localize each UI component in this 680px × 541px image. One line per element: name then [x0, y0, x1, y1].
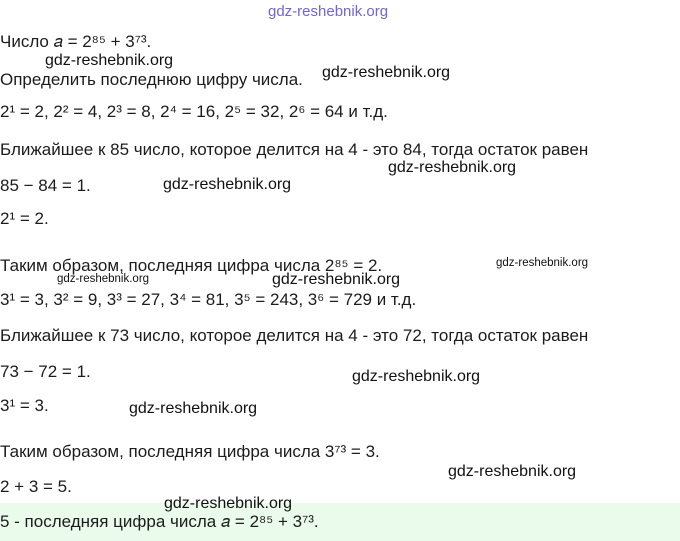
task-text: Определить последнюю цифру числа.	[0, 70, 303, 89]
powers-of-two: 2¹ = 2, 2² = 4, 2³ = 8, 2⁴ = 16, 2⁵ = 32, 2⁶ = 64 и т.д.	[0, 102, 388, 121]
power-three-result: 3¹ = 3.	[0, 396, 49, 415]
watermark: gdz-reshebnik.org	[448, 463, 577, 480]
watermark: gdz-reshebnik.org	[322, 64, 451, 81]
watermark: gdz-reshebnik.org	[45, 52, 174, 69]
conclusion-three: Таким образом, последняя цифра числа 3⁷³ = 3.	[0, 442, 380, 461]
problem-statement: Число 𝑎 = 2⁸⁵ + 3⁷³.	[0, 32, 152, 51]
conclusion-two: Таким образом, последняя цифра числа 2⁸⁵ = 2.	[0, 256, 383, 275]
watermark: gdz-reshebnik.org	[272, 271, 401, 288]
power-two-result: 2¹ = 2.	[0, 209, 49, 228]
watermark: gdz-reshebnik.org	[57, 273, 150, 285]
watermark: gdz-reshebnik.org	[129, 400, 258, 417]
subtraction-85: 85 − 84 = 1.	[0, 176, 91, 195]
watermark: gdz-reshebnik.org	[163, 176, 292, 193]
remainder-85-text: Ближайшее к 85 число, которое делится на 4 - это 84, тогда остаток равен	[0, 140, 589, 159]
watermark: gdz-reshebnik.org	[164, 495, 293, 512]
watermark: gdz-reshebnik.org	[352, 368, 481, 385]
final-answer: 5 - последняя цифра числа 𝑎 = 2⁸⁵ + 3⁷³.	[0, 512, 319, 531]
sum-line: 2 + 3 = 5.	[0, 477, 72, 496]
watermark-top: gdz-reshebnik.org	[268, 3, 389, 20]
watermark: gdz-reshebnik.org	[496, 257, 589, 269]
remainder-73-text: Ближайшее к 73 число, которое делится на 4 - это 72, тогда остаток равен	[0, 326, 589, 345]
powers-of-three: 3¹ = 3, 3² = 9, 3³ = 27, 3⁴ = 81, 3⁵ = 243, 3⁶ = 729 и т.д.	[0, 290, 417, 309]
watermark: gdz-reshebnik.org	[388, 159, 517, 176]
subtraction-73: 73 − 72 = 1.	[0, 362, 91, 381]
